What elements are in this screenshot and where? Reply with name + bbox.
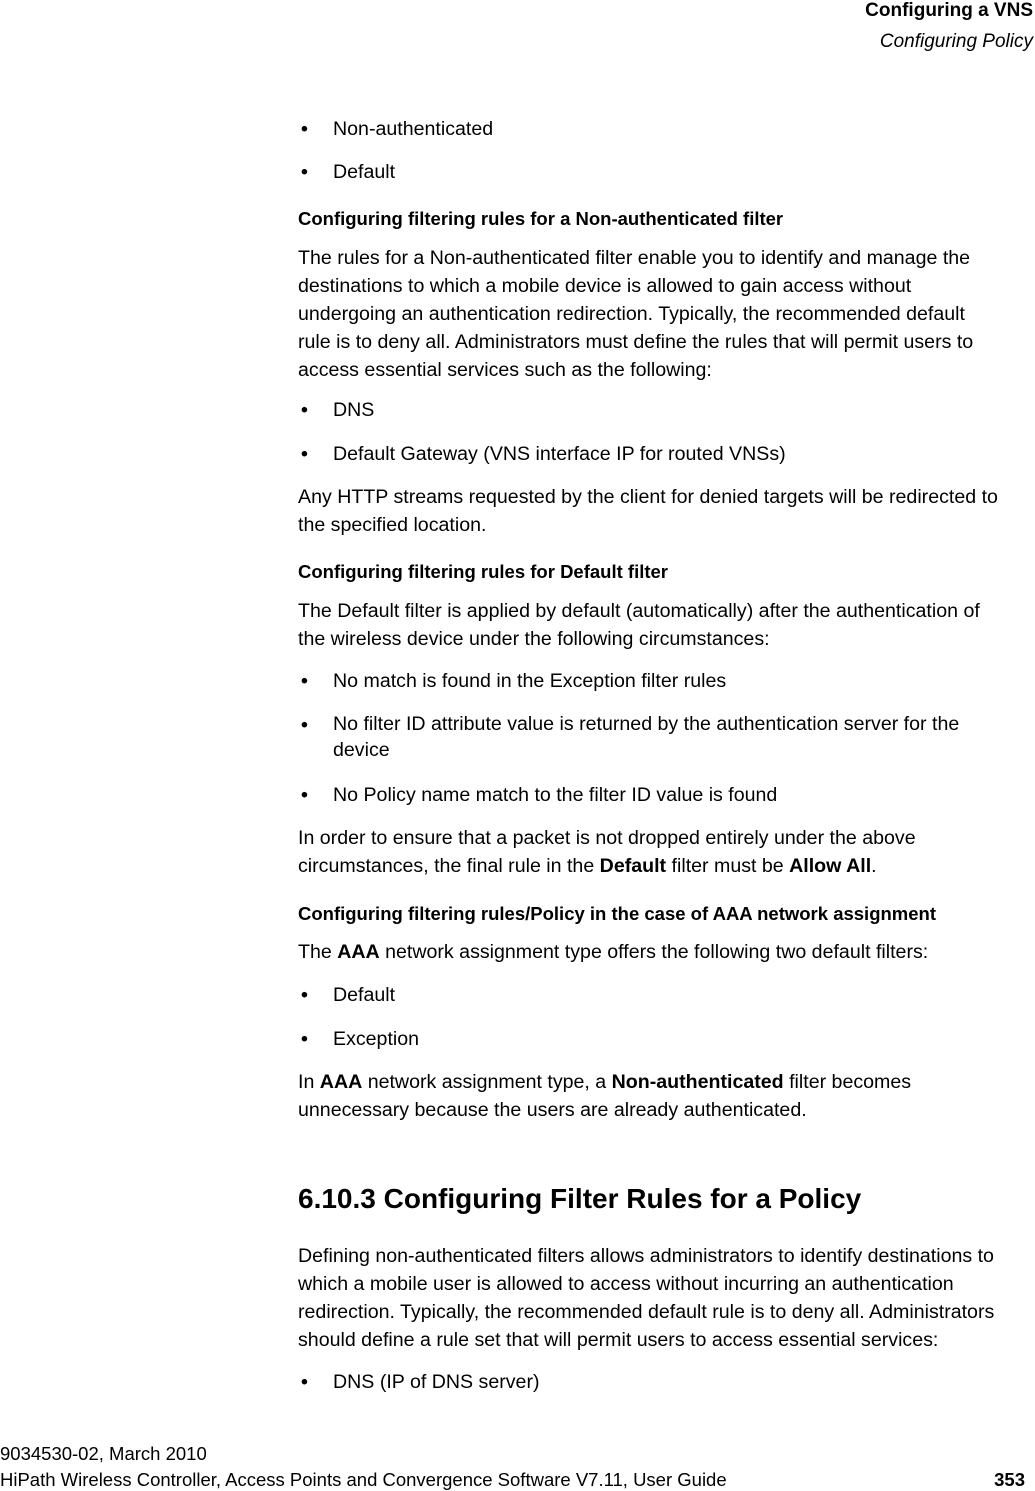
list-item-text [333, 667, 726, 695]
text-line: No match is found in the Exception filter rules [333, 670, 727, 692]
list-item-text: Exception [333, 1028, 420, 1050]
bullet-icon: • [301, 1371, 308, 1393]
section-heading: Configuring filtering rules for Default filter [298, 561, 668, 582]
paragraph [298, 1242, 1035, 1354]
footer-title: HiPath Wireless Controller, Access Points and Convergence Software V7.11, User Guide [0, 1469, 727, 1490]
text-line: device [333, 739, 390, 761]
list-item-text: Default Gateway (VNS interface IP for routed VNSs) [333, 443, 786, 465]
section-heading: Configuring filtering rules for a Non-authenticated filter [298, 208, 784, 229]
bullet-icon: • [301, 784, 308, 806]
text-line: destinations to which a mobile device is allowed to gain access without [298, 275, 912, 297]
paragraph [298, 483, 1035, 539]
section-heading: Configuring filtering rules/Policy in the case of AAA network assignment [298, 903, 936, 924]
text-line [298, 852, 1035, 880]
text-line: No filter ID attribute value is returned by the authentication server for the [333, 713, 960, 735]
text-run: network assignment type offers the following two default filters: [379, 941, 929, 963]
emphasis: AAA [319, 1071, 363, 1093]
paragraph [298, 597, 1035, 653]
text-run: filter becomes [783, 1071, 912, 1093]
bullet-icon: • [301, 118, 308, 140]
page-number: 353 [994, 1469, 1025, 1490]
text-line: which a mobile user is allowed to access without incurring an authentication [298, 1273, 954, 1295]
text-line: unnecessary because the users are already authenticated. [298, 1099, 807, 1121]
emphasis: Allow All [789, 855, 872, 877]
emphasis: Default [599, 855, 667, 877]
text-line: access essential services such as the following: [298, 359, 712, 381]
subsection-title: 6.10.3 Configuring Filter Rules for a Policy [298, 1183, 862, 1214]
text-line: should define a rule set that will permit users to access essential services: [298, 1329, 939, 1351]
text-line: The rules for a Non-authenticated filter enable you to identify and manage the [298, 247, 971, 269]
text-line: redirection. Typically, the recommended default rule is to deny all. Administrators [298, 1301, 995, 1323]
text-run: network assignment type, a [362, 1071, 612, 1093]
emphasis: Non-authenticated [611, 1071, 784, 1093]
running-header-chapter: Configuring a VNS [865, 0, 1033, 21]
list-item-text: DNS (IP of DNS server) [333, 1371, 540, 1393]
emphasis: AAA [337, 941, 380, 963]
bullet-icon: • [301, 984, 308, 1006]
text-line: The Default filter is applied by default (automatically) after the authentication of [298, 600, 980, 622]
list-item-text: Non-authenticated [333, 118, 494, 140]
list-item-text: Default [333, 984, 396, 1006]
text-line: the wireless device under the following circumstances: [298, 628, 770, 650]
bullet-icon: • [301, 443, 308, 465]
text-run: circumstances, the final rule in the [298, 855, 600, 877]
text-line [298, 1068, 1035, 1096]
footer-doc-id: 9034530-02, March 2010 [0, 1443, 207, 1464]
list-item-text: DNS [333, 399, 375, 421]
running-header-section: Configuring Policy [879, 31, 1033, 52]
text-line: Defining non-authenticated filters allows administrators to identify destinations to [298, 1245, 994, 1267]
paragraph [298, 824, 1035, 880]
text-line: the specified location. [298, 514, 487, 536]
bullet-icon: • [301, 161, 308, 183]
text-line: No Policy name match to the filter ID value is found [333, 784, 778, 806]
list-item-text [333, 781, 777, 809]
text-line: undergoing an authentication redirection. Typically, the recommended default [298, 303, 965, 325]
bullet-icon: • [301, 1028, 308, 1050]
paragraph [298, 938, 1035, 966]
bullet-icon: • [301, 399, 308, 421]
text-run: filter must be [666, 855, 790, 877]
list-item-text [333, 711, 959, 763]
bullet-icon: • [301, 670, 308, 692]
text-run: The [298, 941, 338, 963]
bullet-icon: • [301, 714, 308, 736]
text-line: rule is to deny all. Administrators must define the rules that will permit users to [298, 331, 974, 353]
list-item-text: Default [333, 161, 396, 183]
paragraph [298, 244, 1035, 384]
text-run: . [871, 855, 877, 877]
text-run: In [298, 1071, 320, 1093]
text-line: Any HTTP streams requested by the client for denied targets will be redirected to [298, 486, 998, 508]
paragraph [298, 1068, 1035, 1124]
text-line [298, 938, 1035, 966]
text-line: In order to ensure that a packet is not dropped entirely under the above [298, 827, 916, 849]
